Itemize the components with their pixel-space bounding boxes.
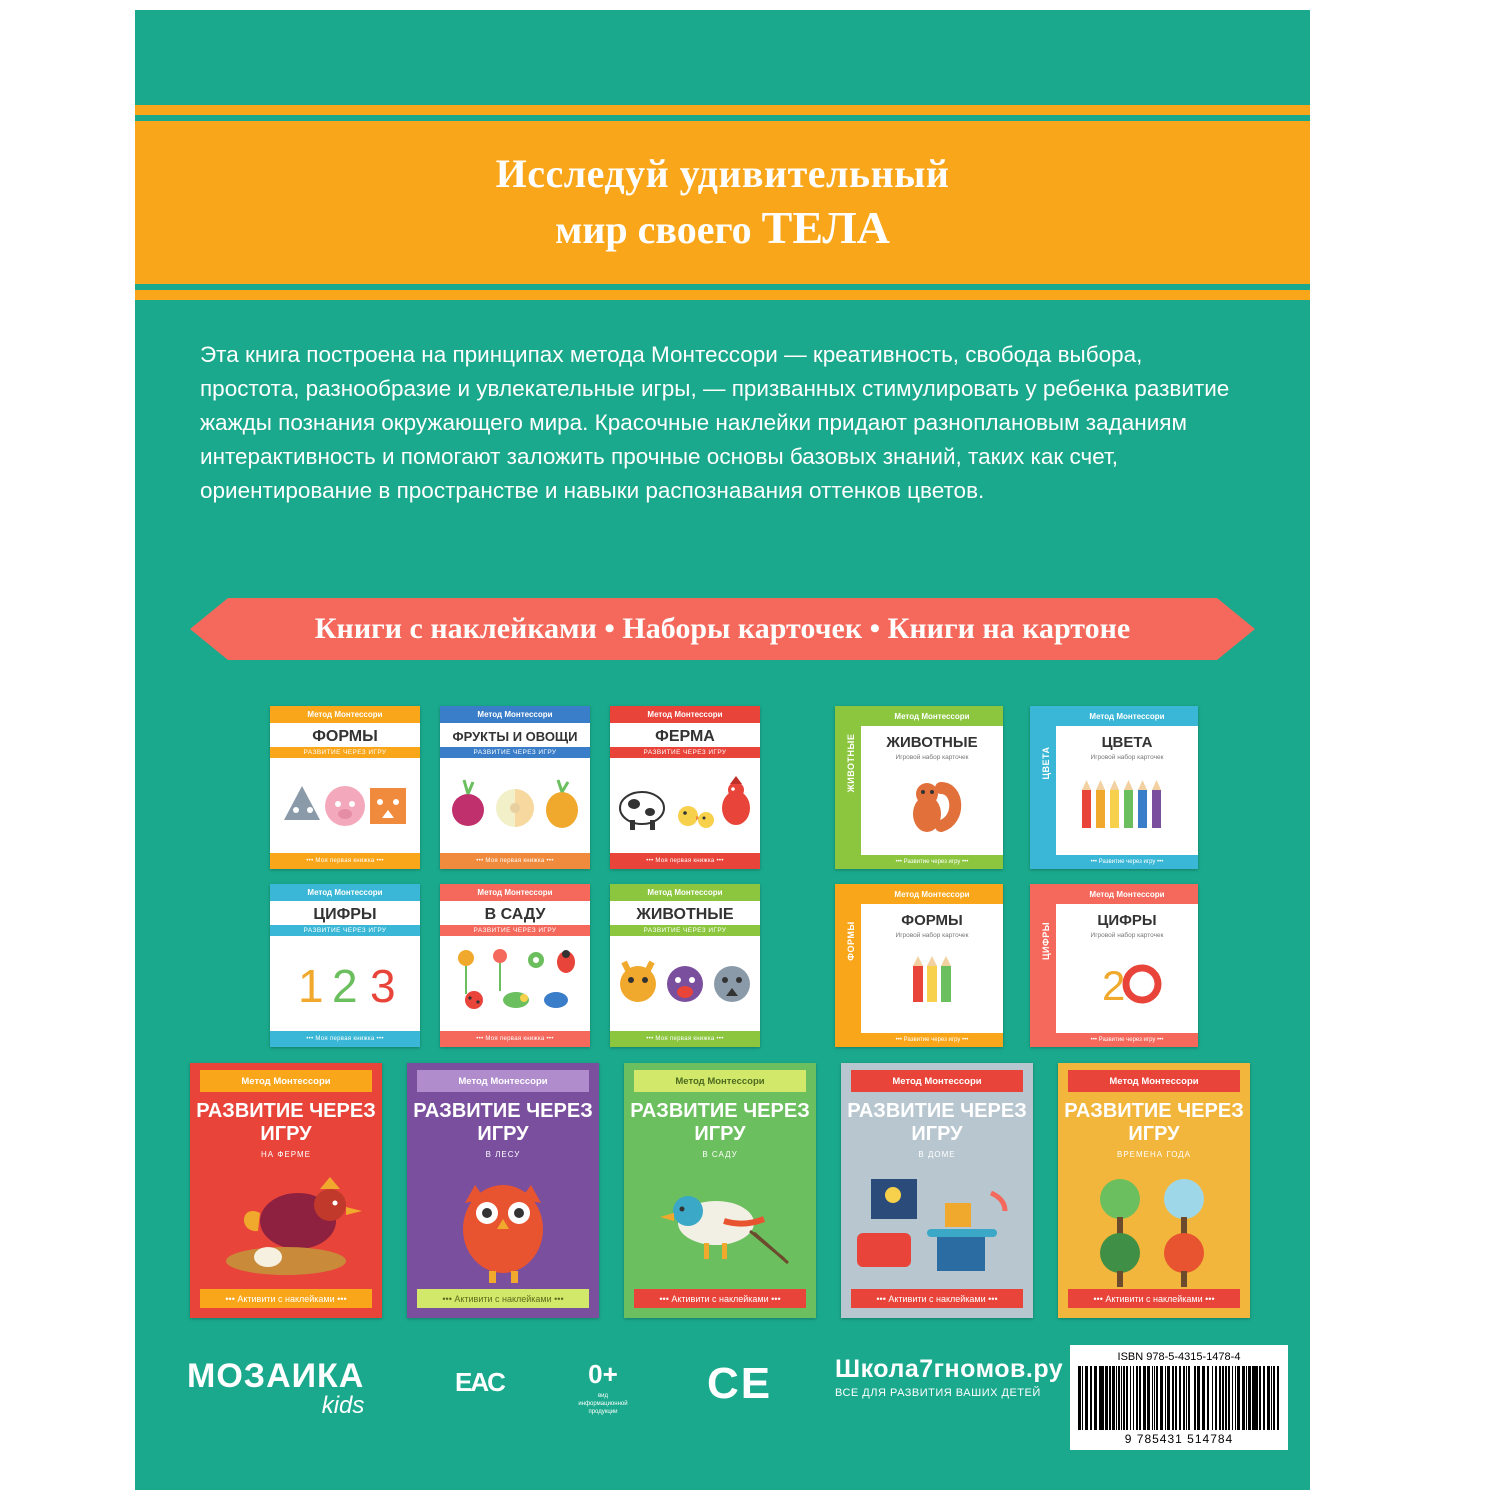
publisher-name: МОЗАИКА xyxy=(187,1357,365,1395)
hen-nest-illustration xyxy=(190,1173,382,1288)
svg-text:1: 1 xyxy=(298,960,324,1012)
board-book-subtitle: РАЗВИТИЕ ЧЕРЕЗ ИГРУ xyxy=(440,747,590,758)
numbers-illustration xyxy=(270,936,420,1018)
activity-subtitle: В ДОМЕ xyxy=(918,1150,956,1159)
board-book-subtitle: РАЗВИТИЕ ЧЕРЕЗ ИГРУ xyxy=(270,747,420,758)
activity-footer xyxy=(200,1289,372,1308)
board-book-method-band xyxy=(440,706,590,723)
activity-method-band xyxy=(200,1070,372,1092)
card-box-subtitle: Игровой набор карточек xyxy=(895,932,969,939)
board-book-subtitle: РАЗВИТИЕ ЧЕРЕЗ ИГРУ xyxy=(270,925,420,936)
product-board-book[interactable] xyxy=(440,884,590,1047)
card-box-face xyxy=(861,884,1003,1047)
activity-footer-text: ••• Активити с наклейками ••• xyxy=(659,1293,781,1304)
bird-illustration xyxy=(624,1173,816,1288)
board-book-title: ФРУКТЫ И ОВОЩИ xyxy=(452,729,578,744)
board-book-artwork xyxy=(270,936,420,1018)
board-book-method-band xyxy=(610,884,760,901)
school-name: Школа7гномов.ру xyxy=(835,1355,1064,1383)
activity-subtitle: В ЛЕСУ xyxy=(485,1150,521,1159)
board-book-method-band xyxy=(270,884,420,901)
age-rating-note: вид информационной продукции xyxy=(578,1393,628,1415)
title-band xyxy=(135,105,1310,300)
card-box-footer-text: ••• Развитие через игру ••• xyxy=(895,1037,969,1043)
product-activity-book[interactable] xyxy=(841,1063,1033,1318)
board-book-subtitle: РАЗВИТИЕ ЧЕРЕЗ ИГРУ xyxy=(440,925,590,936)
card-box-method-band xyxy=(861,706,1003,726)
activity-artwork xyxy=(190,1173,382,1288)
activity-footer xyxy=(634,1289,806,1308)
card-box-spine-text: ЦИФРЫ xyxy=(1041,921,1051,961)
activity-method-band xyxy=(1068,1070,1240,1092)
card-box-artwork xyxy=(1056,946,1198,1018)
card-box-footer xyxy=(861,855,1003,869)
card-box-subtitle: Игровой набор карточек xyxy=(1090,932,1164,939)
board-book-footer-text: ••• Моя первая книжка ••• xyxy=(646,1036,724,1042)
description-paragraph: Эта книга построена на принципах метода Монтессори — креативность, свобода выбора, простота, разнообразие и увлекательные игры, — призванных стимулировать у ребенка развитие жажды познания окружающего мира. Красочные наклейки придают разноплановым заданиям интерактивность и помогают заложить прочные основы базовых знаний, таких как счет, ориентирование в пространстве и навыки распознавания оттенков цветов. xyxy=(200,342,1230,503)
card-box-face xyxy=(861,706,1003,869)
card-box-spine xyxy=(835,706,861,869)
color-pencils-illustration xyxy=(1056,768,1198,840)
card-box-spine xyxy=(1030,706,1056,869)
card-box-title: ФОРМЫ xyxy=(901,912,963,929)
board-book-title: ФОРМЫ xyxy=(312,728,378,745)
cover-footer xyxy=(135,1315,1310,1490)
fruits-vegetables-illustration xyxy=(440,758,590,840)
age-rating-badge xyxy=(575,1359,631,1416)
product-gallery xyxy=(135,688,1310,1304)
activity-subtitle: ВРЕМЕНА ГОДА xyxy=(1116,1150,1192,1159)
activity-artwork xyxy=(407,1173,599,1288)
publisher-logo xyxy=(187,1357,364,1420)
ribbon-text: Книги с наклейками • Наборы карточек • Книги на картоне xyxy=(314,612,1131,645)
board-book-method: Метод Монтессори xyxy=(647,710,723,719)
activity-subtitle: В САДУ xyxy=(702,1150,738,1159)
card-box-footer-text: ••• Развитие через игру ••• xyxy=(1090,1037,1164,1043)
board-book-footer-text: ••• Моя первая книжка ••• xyxy=(476,858,554,864)
board-book-title: ЖИВОТНЫЕ xyxy=(636,906,734,923)
board-book-method-band xyxy=(270,706,420,723)
activity-title: РАЗВИТИЕ ЧЕРЕЗ ИГРУ xyxy=(847,1100,1027,1145)
activity-footer-text: ••• Активити с наклейками ••• xyxy=(225,1293,347,1304)
card-box-footer xyxy=(861,1033,1003,1047)
activity-method: Метод Монтессори xyxy=(458,1075,548,1087)
activity-subtitle: НА ФЕРМЕ xyxy=(261,1150,311,1159)
title-line-2 xyxy=(555,199,890,257)
product-board-book[interactable] xyxy=(270,884,420,1047)
series-ribbon xyxy=(190,598,1255,660)
card-box-footer xyxy=(1056,855,1198,869)
ribbon-right-point xyxy=(1217,598,1255,660)
product-activity-book[interactable] xyxy=(1058,1063,1250,1318)
product-card-box[interactable] xyxy=(835,884,1003,1047)
numbers-two-illustration xyxy=(1056,946,1198,1018)
activity-footer xyxy=(851,1289,1023,1308)
activity-title: РАЗВИТИЕ ЧЕРЕЗ ИГРУ xyxy=(196,1100,376,1145)
card-box-artwork xyxy=(861,768,1003,840)
barcode-image xyxy=(1078,1366,1280,1430)
title-line-2-prefix: мир своего xyxy=(555,206,762,252)
school-logo xyxy=(835,1355,1063,1399)
activity-artwork xyxy=(1058,1173,1250,1288)
board-book-footer xyxy=(270,853,420,869)
product-board-book[interactable] xyxy=(610,884,760,1047)
board-book-subtitle: РАЗВИТИЕ ЧЕРЕЗ ИГРУ xyxy=(610,747,760,758)
shapes-pencils-illustration xyxy=(861,946,1003,1018)
activity-method-band xyxy=(851,1070,1023,1092)
card-box-spine xyxy=(1030,884,1056,1047)
card-box-artwork xyxy=(1056,768,1198,840)
ribbon-left-point xyxy=(190,598,228,660)
barcode-digits: 9 785431 514784 xyxy=(1124,1432,1234,1446)
board-book-title: ФЕРМА xyxy=(655,728,715,745)
product-activity-book[interactable] xyxy=(190,1063,382,1318)
card-box-spine-text: ЖИВОТНЫЕ xyxy=(846,733,856,793)
board-book-footer-text: ••• Моя первая книжка ••• xyxy=(476,1036,554,1042)
product-activity-book[interactable] xyxy=(624,1063,816,1318)
card-box-method: Метод Монтессори xyxy=(1089,889,1165,899)
activity-method-band xyxy=(634,1070,806,1092)
board-book-footer-text: ••• Моя первая книжка ••• xyxy=(306,1036,384,1042)
title-line-2-strong: ТЕЛА xyxy=(761,201,890,253)
card-box-subtitle: Игровой набор карточек xyxy=(895,754,969,761)
card-box-spine-text: ФОРМЫ xyxy=(846,921,856,961)
board-book-footer xyxy=(610,1031,760,1047)
product-activity-book[interactable] xyxy=(407,1063,599,1318)
svg-text:3: 3 xyxy=(370,960,396,1012)
activity-footer xyxy=(417,1289,589,1308)
svg-text:2: 2 xyxy=(332,960,358,1012)
garden-insects-illustration xyxy=(440,936,590,1018)
ribbon-body xyxy=(228,598,1217,660)
card-box-title: ЦВЕТА xyxy=(1101,734,1153,751)
card-box-title: ЦИФРЫ xyxy=(1097,912,1157,929)
activity-artwork xyxy=(841,1173,1033,1288)
activity-footer xyxy=(1068,1289,1240,1308)
ce-mark-icon: CE xyxy=(707,1359,773,1408)
card-box-face xyxy=(1056,884,1198,1047)
activity-method: Метод Монтессори xyxy=(1109,1075,1199,1087)
board-book-method: Метод Монтессори xyxy=(477,710,553,719)
card-box-artwork xyxy=(861,946,1003,1018)
svg-text:2: 2 xyxy=(1102,962,1126,1009)
product-card-box[interactable] xyxy=(1030,884,1198,1047)
card-box-footer xyxy=(1056,1033,1198,1047)
board-book-artwork xyxy=(610,936,760,1018)
product-board-book[interactable] xyxy=(610,706,760,869)
isbn-barcode-block xyxy=(1070,1345,1288,1450)
squirrel-illustration xyxy=(861,768,1003,840)
age-rating-value: 0+ xyxy=(588,1359,618,1389)
board-book-footer xyxy=(440,1031,590,1047)
activity-footer-text: ••• Активити с наклейками ••• xyxy=(876,1293,998,1304)
eac-icon: ЕAC xyxy=(455,1367,504,1397)
board-book-method: Метод Монтессори xyxy=(307,710,383,719)
card-box-footer-text: ••• Развитие через игру ••• xyxy=(895,859,969,865)
card-box-footer-text: ••• Развитие через игру ••• xyxy=(1090,859,1164,865)
board-book-title: ЦИФРЫ xyxy=(313,906,377,923)
card-box-face xyxy=(1056,706,1198,869)
isbn-label: ISBN 978-5-4315-1478-4 xyxy=(1117,1351,1241,1363)
activity-method: Метод Монтессори xyxy=(241,1075,331,1087)
activity-title: РАЗВИТИЕ ЧЕРЕЗ ИГРУ xyxy=(630,1100,810,1145)
board-book-method-band xyxy=(440,884,590,901)
card-box-method: Метод Монтессори xyxy=(1089,711,1165,721)
card-box-method: Метод Монтессори xyxy=(894,889,970,899)
activity-method: Метод Монтессори xyxy=(892,1075,982,1087)
product-board-book[interactable] xyxy=(440,706,590,869)
card-box-method-band xyxy=(861,884,1003,904)
board-book-method: Метод Монтессори xyxy=(307,888,383,897)
title-line-1: Исследуй удивительный xyxy=(495,150,950,196)
board-book-artwork xyxy=(440,936,590,1018)
living-room-illustration xyxy=(841,1173,1033,1288)
product-card-box[interactable] xyxy=(835,706,1003,869)
activity-method: Метод Монтессори xyxy=(675,1075,765,1087)
board-book-footer xyxy=(270,1031,420,1047)
product-card-box[interactable] xyxy=(1030,706,1198,869)
activity-method-band xyxy=(417,1070,589,1092)
activity-footer-text: ••• Активити с наклейками ••• xyxy=(1093,1293,1215,1304)
board-book-artwork xyxy=(440,758,590,840)
school-tagline: ВСЕ ДЛЯ РАЗВИТИЯ ВАШИХ ДЕТЕЙ xyxy=(835,1387,1041,1399)
activity-title: РАЗВИТИЕ ЧЕРЕЗ ИГРУ xyxy=(413,1100,593,1145)
activity-artwork xyxy=(624,1173,816,1288)
board-book-method: Метод Монтессори xyxy=(477,888,553,897)
board-book-subtitle: РАЗВИТИЕ ЧЕРЕЗ ИГРУ xyxy=(610,925,760,936)
board-book-method: Метод Монтессори xyxy=(647,888,723,897)
board-book-footer xyxy=(440,853,590,869)
card-box-method-band xyxy=(1056,706,1198,726)
four-seasons-trees-illustration xyxy=(1058,1173,1250,1288)
card-box-spine-text: ЦВЕТА xyxy=(1041,746,1051,780)
activity-footer-text: ••• Активити с наклейками ••• xyxy=(442,1293,564,1304)
shapes-animals-illustration xyxy=(270,758,420,840)
board-book-artwork xyxy=(610,758,760,840)
owl-illustration xyxy=(407,1173,599,1288)
farm-animals-illustration xyxy=(610,758,760,840)
card-box-subtitle: Игровой набор карточек xyxy=(1090,754,1164,761)
card-box-spine xyxy=(835,884,861,1047)
wild-animals-illustration xyxy=(610,936,760,1018)
board-book-title: В САДУ xyxy=(484,906,546,923)
book-back-cover xyxy=(135,10,1310,1490)
card-box-method-band xyxy=(1056,884,1198,904)
board-book-footer xyxy=(610,853,760,869)
product-board-book[interactable] xyxy=(270,706,420,869)
activity-title: РАЗВИТИЕ ЧЕРЕЗ ИГРУ xyxy=(1064,1100,1244,1145)
board-book-artwork xyxy=(270,758,420,840)
card-box-title: ЖИВОТНЫЕ xyxy=(886,734,978,751)
publisher-imprint: kids xyxy=(321,1392,365,1419)
card-box-method: Метод Монтессори xyxy=(894,711,970,721)
board-book-footer-text: ••• Моя первая книжка ••• xyxy=(306,858,384,864)
board-book-footer-text: ••• Моя первая книжка ••• xyxy=(646,858,724,864)
board-book-method-band xyxy=(610,706,760,723)
